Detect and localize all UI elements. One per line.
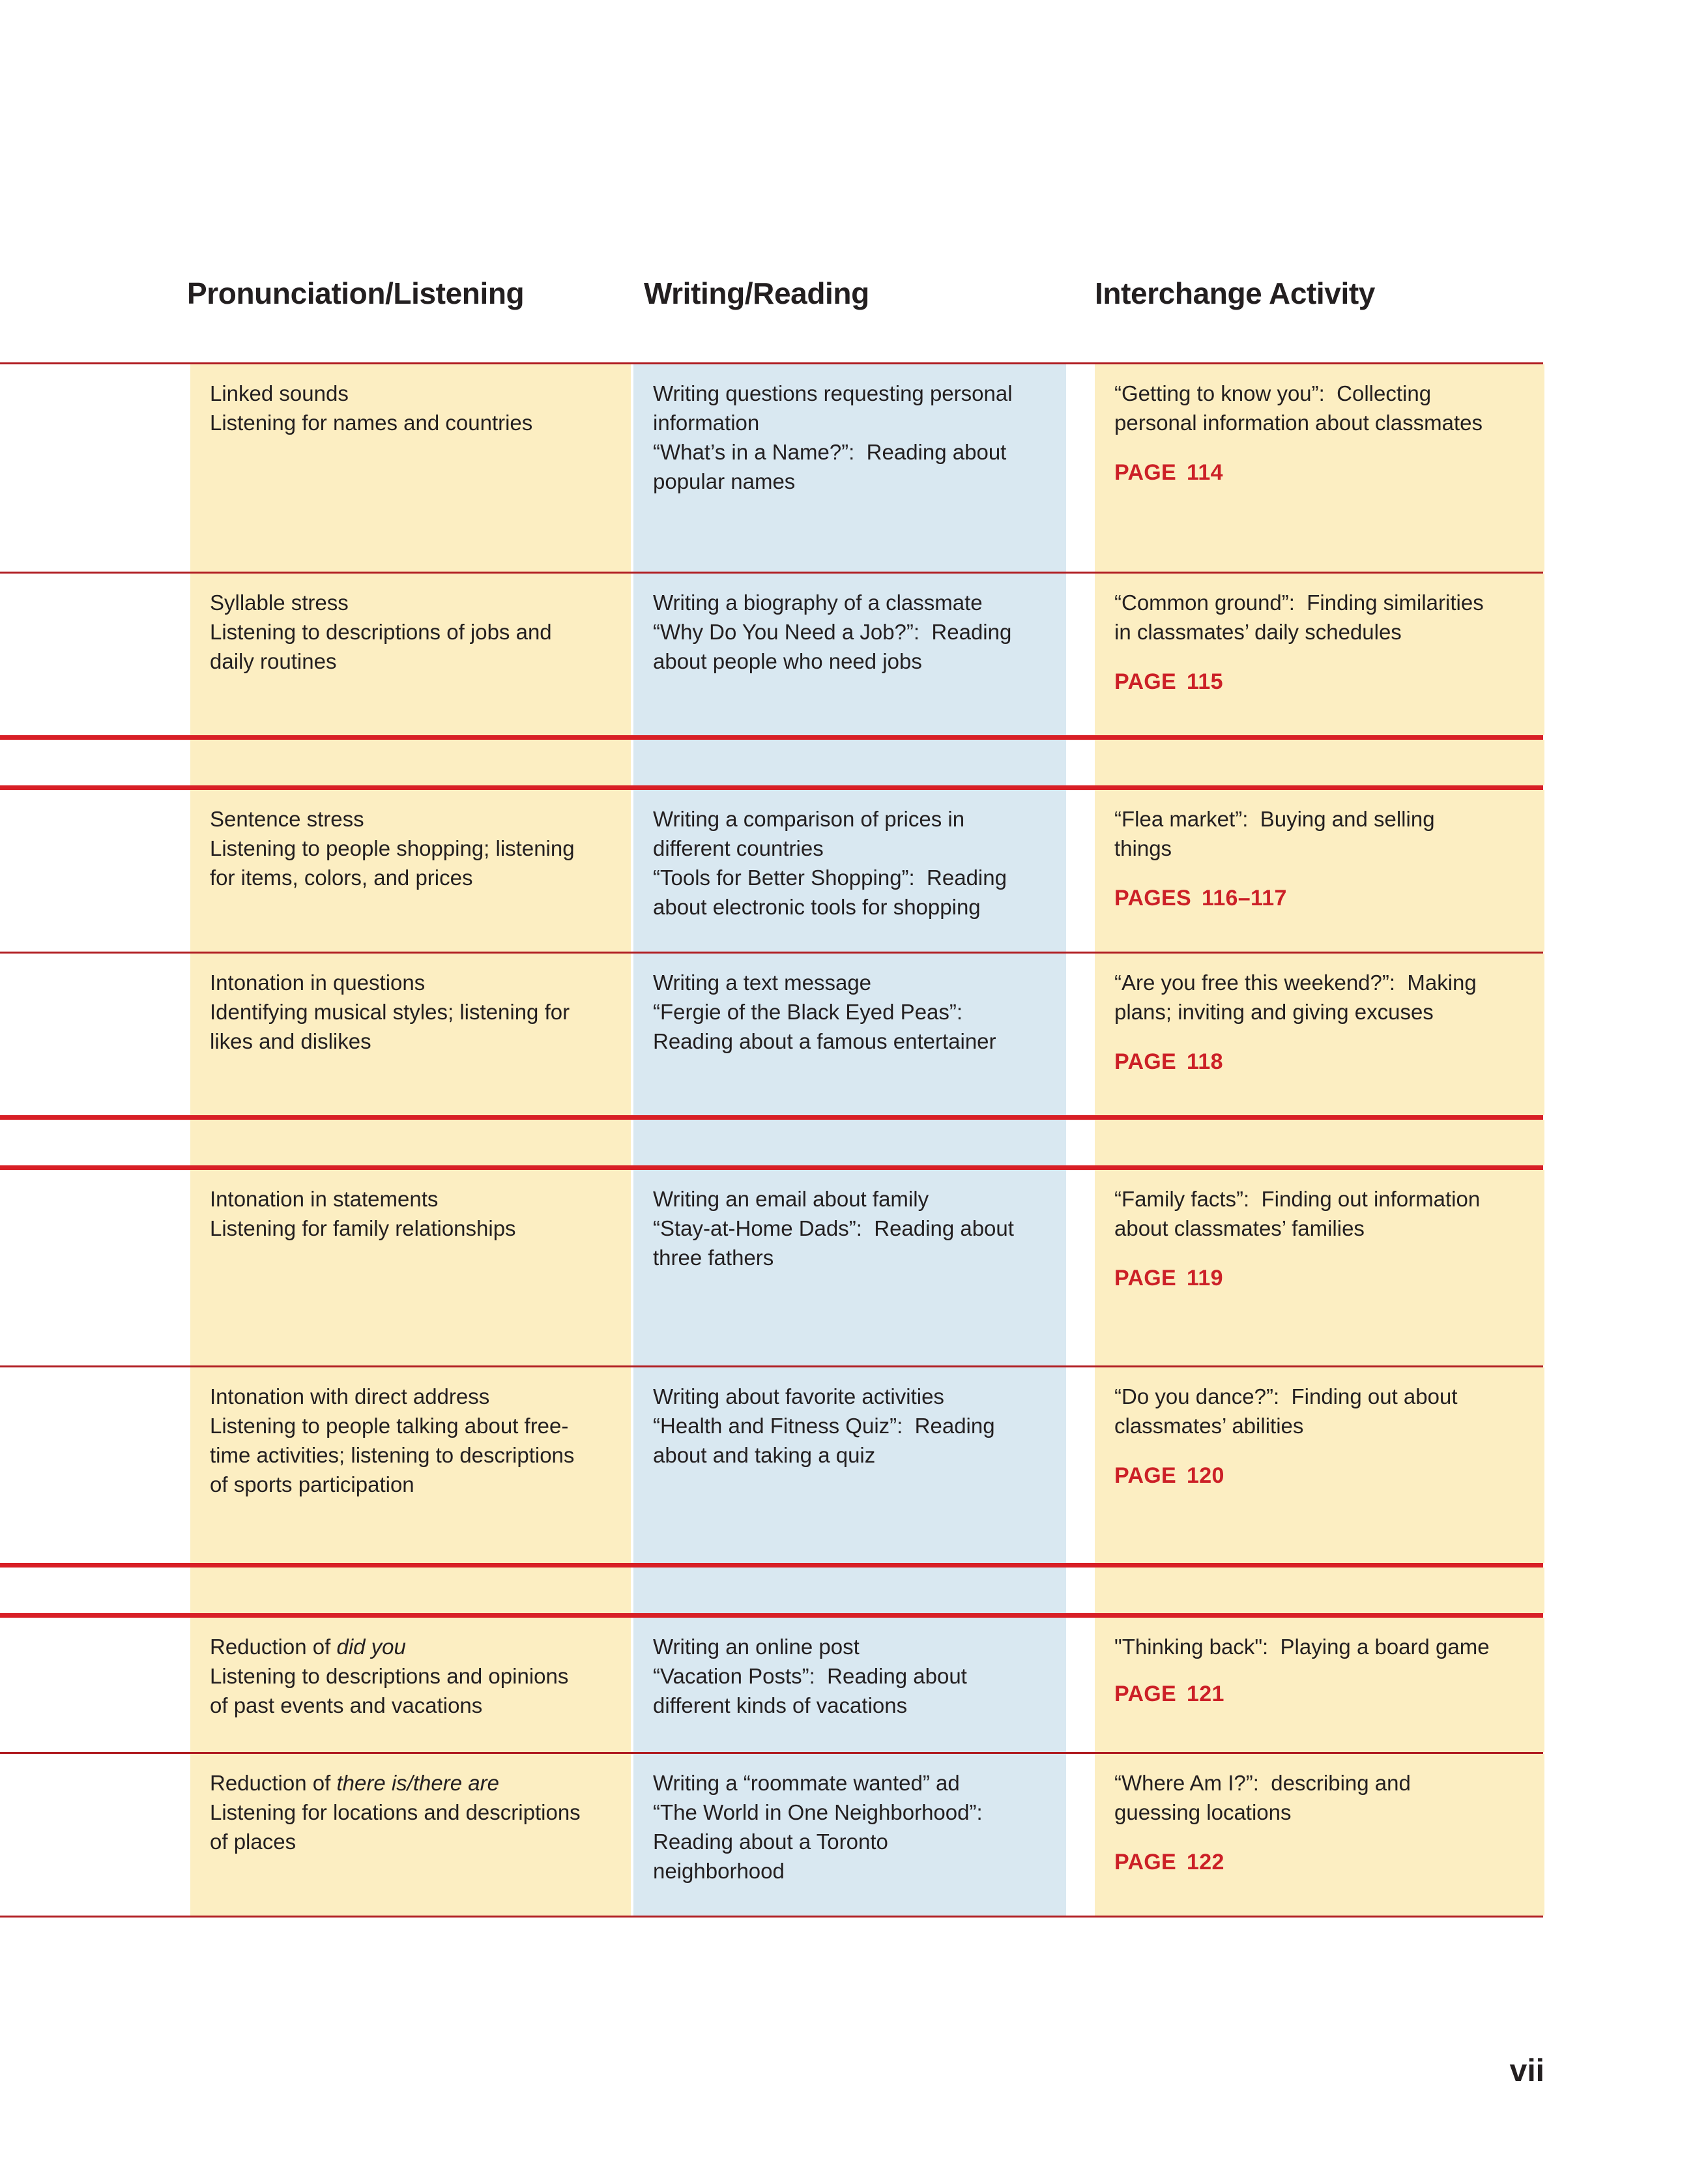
cell-text-line: information — [653, 411, 760, 435]
cell-gutter — [0, 1367, 190, 1563]
table-row — [0, 1618, 1708, 1752]
cell-text-line: “Vacation Posts”: Reading about — [653, 1664, 967, 1688]
cell-text-line: Sentence stress — [210, 807, 364, 831]
cell-text-line: in classmates’ daily schedules — [1114, 620, 1402, 644]
cell-text-line: for items, colors, and prices — [210, 866, 473, 890]
spacer-cell-0 — [0, 1120, 190, 1165]
column-header-pronunciation-listening: Pronunciation/Listening — [187, 276, 525, 310]
cell-text-line: of past events and vacations — [210, 1693, 483, 1717]
cell-writing-reading — [633, 790, 1066, 952]
cell-interchange-activity — [1095, 1754, 1544, 1916]
cell-text-line: Intonation with direct address — [210, 1384, 490, 1408]
page-folio: vii — [1509, 2054, 1544, 2088]
page-reference-number: 120 — [1187, 1463, 1224, 1488]
page-reference-label: PAGE — [1114, 460, 1177, 485]
cell-text-line: Writing questions requesting personal — [653, 381, 1013, 405]
cell-interchange-activity — [1095, 954, 1544, 1115]
cell-gutter — [0, 1754, 190, 1916]
table-row — [0, 1170, 1708, 1365]
cell-text-line: “Why Do You Need a Job?”: Reading — [653, 620, 1012, 644]
group-spacer-band — [0, 1120, 1708, 1165]
spacer-cell-2 — [633, 1568, 1066, 1613]
cell-pronunciation-listening — [190, 1618, 631, 1752]
cell-text-line: popular names — [653, 469, 796, 493]
cell-text-line: about and taking a quiz — [653, 1443, 876, 1467]
cell-text-line: “Tools for Better Shopping”: Reading — [653, 866, 1007, 890]
cell-text-line: “Flea market”: Buying and selling — [1114, 807, 1435, 831]
page-reference-number: 114 — [1187, 460, 1223, 485]
row-divider-rule — [0, 572, 1543, 574]
page-reference-label: PAGE — [1114, 669, 1177, 694]
cell-writing-reading — [633, 364, 1066, 572]
table-row-cells — [0, 574, 1708, 735]
page-reference-label: PAGE — [1114, 1266, 1177, 1291]
group-divider-rule — [0, 1115, 1543, 1120]
cell-interchange-activity — [1095, 790, 1544, 952]
cell-text-line: things — [1114, 836, 1172, 860]
cell-text-line: neighborhood — [653, 1859, 785, 1883]
group-divider-rule — [0, 1563, 1543, 1568]
cell-text-line: Reading about a Toronto — [653, 1830, 888, 1854]
group-spacer-band — [0, 740, 1708, 785]
cell-text-line: “Where Am I?”: describing and — [1114, 1771, 1411, 1795]
row-divider-rule — [0, 362, 1543, 364]
spacer-cell-1 — [190, 740, 631, 785]
cell-text-line: Writing about favorite activities — [653, 1384, 944, 1408]
cell-text-line: Identifying musical styles; listening for — [210, 1000, 570, 1024]
cell-text-line: Writing a biography of a classmate — [653, 591, 983, 615]
group-spacer-cells — [0, 1568, 1708, 1613]
cell-text-line: of places — [210, 1830, 297, 1854]
cell-writing-reading — [633, 1170, 1066, 1365]
cell-text-line: Reading about a famous entertainer — [653, 1029, 996, 1053]
cell-interchange-activity — [1095, 1170, 1544, 1365]
cell-text-line: “Fergie of the Black Eyed Peas”: — [653, 1000, 963, 1024]
table-row-cells — [0, 790, 1708, 952]
spacer-cell-0 — [0, 1568, 190, 1613]
cell-text-line: “Family facts”: Finding out information — [1114, 1187, 1481, 1211]
page-reference-number: 121 — [1187, 1682, 1224, 1706]
cell-text-line: “Common ground”: Finding similarities — [1114, 591, 1484, 615]
table-row — [0, 1367, 1708, 1563]
cell-text-line: Listening for locations and descriptions — [210, 1800, 581, 1824]
cell-interchange-activity — [1095, 1367, 1544, 1563]
cell-pronunciation-listening — [190, 1367, 631, 1563]
cell-text-line: "Thinking back": Playing a board game — [1114, 1635, 1490, 1659]
page-reference-number: 122 — [1187, 1850, 1224, 1874]
page-reference-number: 116–117 — [1202, 886, 1287, 911]
cell-text-line: Syllable stress — [210, 591, 349, 615]
cell-text-line: “Health and Fitness Quiz”: Reading — [653, 1414, 995, 1438]
group-spacer-cells — [0, 740, 1708, 785]
cell-interchange-activity — [1095, 364, 1544, 572]
group-spacer-cells — [0, 1120, 1708, 1165]
cell-writing-reading — [633, 954, 1066, 1115]
cell-text-line: Listening to descriptions of jobs and — [210, 620, 552, 644]
group-spacer-band — [0, 1568, 1708, 1613]
cell-text-line: three fathers — [653, 1246, 774, 1270]
cell-text-line: Listening to people talking about free- — [210, 1414, 569, 1438]
column-header-writing-reading: Writing/Reading — [644, 276, 869, 310]
cell-text-line: about electronic tools for shopping — [653, 895, 981, 919]
group-divider-rule — [0, 1165, 1543, 1170]
cell-text-line: different kinds of vacations — [653, 1693, 908, 1717]
cell-writing-reading — [633, 1618, 1066, 1752]
cell-text-line: guessing locations — [1114, 1800, 1292, 1824]
cell-pronunciation-listening — [190, 1754, 631, 1916]
page-reference-number: 118 — [1187, 1049, 1223, 1074]
cell-text-line: about people who need jobs — [653, 649, 922, 673]
group-divider-rule — [0, 735, 1543, 740]
cell-text-line: Writing a text message — [653, 970, 872, 995]
cell-text-line: “Are you free this weekend?”: Making — [1114, 970, 1477, 995]
cell-text-line: Linked sounds — [210, 381, 349, 405]
cell-gutter — [0, 790, 190, 952]
table-row-cells — [0, 364, 1708, 572]
cell-text-line: Reduction of there is/there are — [210, 1771, 499, 1795]
cell-text-line: “Do you dance?”: Finding out about — [1114, 1384, 1458, 1408]
cell-pronunciation-listening — [190, 1170, 631, 1365]
cell-text-line: Writing an email about family — [653, 1187, 929, 1211]
cell-text-line: plans; inviting and giving excuses — [1114, 1000, 1434, 1024]
spacer-cell-3 — [1095, 1120, 1544, 1165]
cell-pronunciation-listening — [190, 954, 631, 1115]
spacer-cell-0 — [0, 740, 190, 785]
cell-pronunciation-listening — [190, 790, 631, 952]
cell-text-line: daily routines — [210, 649, 337, 673]
cell-text-line: “Getting to know you”: Collecting — [1114, 381, 1432, 405]
cell-text-line: about classmates’ families — [1114, 1216, 1365, 1240]
page-reference — [1114, 1681, 1525, 1707]
column-header-interchange-activity: Interchange Activity — [1095, 276, 1375, 310]
cell-text-line: classmates’ abilities — [1114, 1414, 1304, 1438]
cell-interchange-activity — [1095, 574, 1544, 735]
cell-writing-reading — [633, 1367, 1066, 1563]
spacer-cell-2 — [633, 740, 1066, 785]
page-reference-label: PAGE — [1114, 1682, 1177, 1706]
cell-text-line: Listening to people shopping; listening — [210, 836, 575, 860]
cell-gutter — [0, 364, 190, 572]
cell-text-line: different countries — [653, 836, 824, 860]
cell-text-line: Listening for family relationships — [210, 1216, 516, 1240]
cell-pronunciation-listening — [190, 364, 631, 572]
cell-text-line: Intonation in questions — [210, 970, 426, 995]
cell-text-line: Writing an online post — [653, 1635, 860, 1659]
page-reference-label: PAGES — [1114, 886, 1192, 911]
page-reference — [1114, 1265, 1525, 1291]
cell-gutter — [0, 954, 190, 1115]
cell-text-line: “Stay-at-Home Dads”: Reading about — [653, 1216, 1014, 1240]
cell-text-line: time activities; listening to descriptions — [210, 1443, 575, 1467]
cell-pronunciation-listening — [190, 574, 631, 735]
cell-text-line: likes and dislikes — [210, 1029, 371, 1053]
cell-text-line: personal information about classmates — [1114, 411, 1483, 435]
row-divider-rule — [0, 952, 1543, 954]
row-divider-rule — [0, 1365, 1543, 1367]
group-divider-rule — [0, 1613, 1543, 1618]
spacer-cell-2 — [633, 1120, 1066, 1165]
spacer-cell-1 — [190, 1568, 631, 1613]
cell-text-line: Listening to descriptions and opinions — [210, 1664, 569, 1688]
cell-gutter — [0, 574, 190, 735]
cell-text-line: Intonation in statements — [210, 1187, 439, 1211]
page-reference-label: PAGE — [1114, 1850, 1177, 1874]
page-reference — [1114, 885, 1525, 911]
table-row-cells — [0, 1367, 1708, 1563]
page-reference — [1114, 1049, 1525, 1075]
cell-text-line: “What’s in a Name?”: Reading about — [653, 440, 1007, 464]
page-reference-number: 115 — [1187, 669, 1223, 694]
cell-writing-reading — [633, 574, 1066, 735]
page-reference-label: PAGE — [1114, 1463, 1177, 1488]
page-reference — [1114, 459, 1525, 486]
table-row-cells — [0, 1618, 1708, 1752]
spacer-cell-3 — [1095, 1568, 1544, 1613]
table-row — [0, 954, 1708, 1115]
table-row — [0, 790, 1708, 952]
cell-text-line: Listening for names and countries — [210, 411, 533, 435]
cell-interchange-activity — [1095, 1618, 1544, 1752]
spacer-cell-3 — [1095, 740, 1544, 785]
table-row — [0, 574, 1708, 735]
table-row-cells — [0, 1170, 1708, 1365]
row-divider-rule — [0, 1916, 1543, 1918]
row-divider-rule — [0, 1752, 1543, 1754]
cell-text-line: of sports participation — [210, 1472, 414, 1496]
table-row-cells — [0, 1754, 1708, 1916]
page-reference — [1114, 1849, 1525, 1875]
cell-text-line: “The World in One Neighborhood”: — [653, 1800, 983, 1824]
cell-text-line: Reduction of did you — [210, 1635, 406, 1659]
cell-text-line: Writing a comparison of prices in — [653, 807, 965, 831]
page-reference-label: PAGE — [1114, 1049, 1177, 1074]
cell-gutter — [0, 1618, 190, 1752]
cell-writing-reading — [633, 1754, 1066, 1916]
spacer-cell-1 — [190, 1120, 631, 1165]
group-divider-rule — [0, 785, 1543, 790]
table-row — [0, 1754, 1708, 1916]
column-headers — [0, 276, 1708, 347]
page-reference — [1114, 669, 1525, 695]
cell-text-line: Writing a “roommate wanted” ad — [653, 1771, 960, 1795]
table-row — [0, 364, 1708, 572]
table-row-cells — [0, 954, 1708, 1115]
scope-sequence-table — [0, 362, 1708, 1918]
page-reference — [1114, 1463, 1525, 1489]
page-reference-number: 119 — [1187, 1266, 1223, 1291]
cell-gutter — [0, 1170, 190, 1365]
